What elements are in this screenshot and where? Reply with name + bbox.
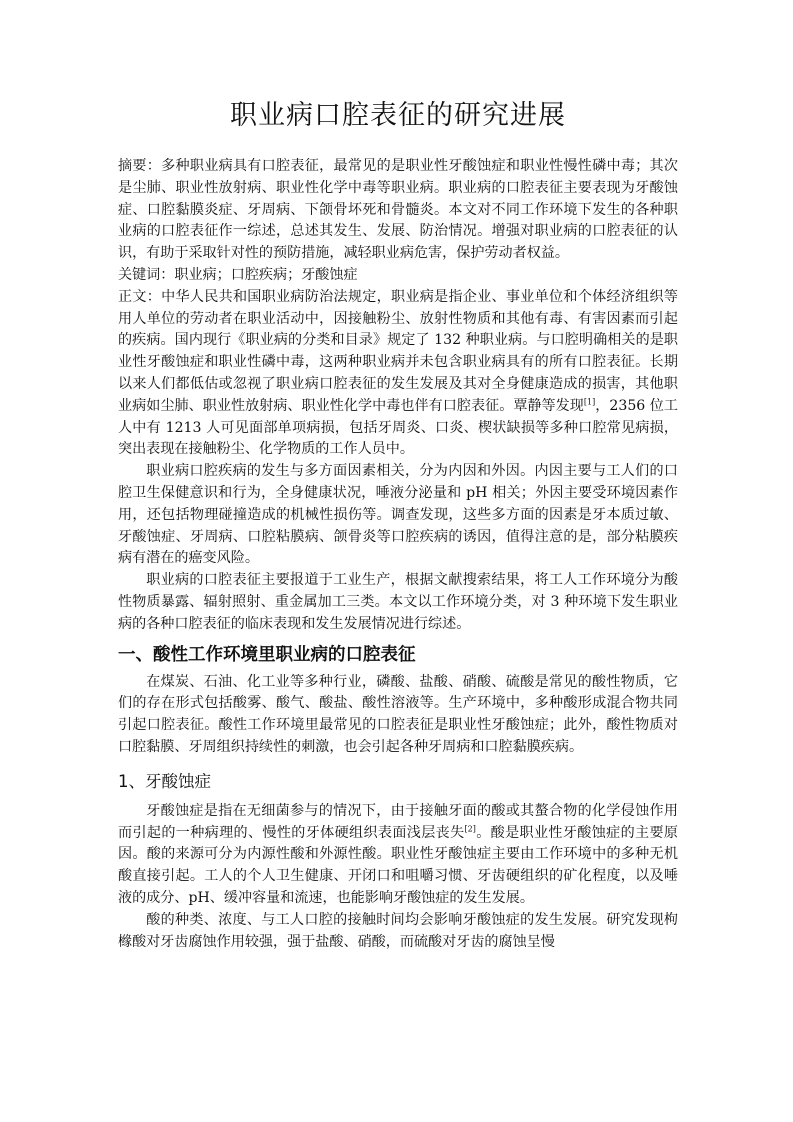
subsection-1-paragraph-1	[118, 801, 678, 910]
body-paragraph-2: 职业病口腔疾病的发生与多方面因素相关，分为内因和外因。内因主要与工人们的口腔卫生保健意识和行为，全身健康状况，唾液分泌量和 pH 相关；外因主要受环境因素作用，还包括物理碰撞造成的机械性损伤等。调查发现，这些多方面的因素是牙本质过敏、牙酸蚀症、牙周病、口腔粘膜病、颌骨炎等口腔疾病的诱因，值得注意的是，部分粘膜疾病有潜在的癌变风险。	[118, 463, 678, 567]
paper-title: 职业病口腔表征的研究进展	[230, 100, 566, 131]
abstract-text: 多种职业病具有口腔表征，最常见的是职业性牙酸蚀症和职业性慢性磷中毒；其次是尘肺、职业性放射病、职业性化学中毒等职业病。职业病的口腔表征主要表现为牙酸蚀症、口腔黏膜炎症、牙周病、下颌骨坏死和骨髓炎。本文对不同工作环境下发生的各种职业病的口腔表征作一综述，总述其发生、发展、防治情况。增强对职业病的口腔表征的认识，有助于采取针对性的预防措施，减轻职业病危害，保护劳动者权益。	[118, 158, 679, 262]
abstract-paragraph	[118, 156, 678, 265]
section-1-heading: 一、酸性工作环境里职业病的口腔表征	[118, 644, 416, 665]
body-paragraph-1	[118, 287, 678, 461]
body-label: 正文：	[118, 288, 162, 305]
abstract-label: 摘要：	[118, 158, 162, 174]
keywords-paragraph	[118, 265, 678, 287]
subsection-1-heading: 1、牙酸蚀症	[118, 771, 211, 791]
citation-ref-1: [1]	[583, 397, 596, 407]
body-paragraph-1-text-b: ，2356 位工人中有 1213 人可见面部单项病损，包括牙周炎、口炎、楔状缺损等多种口腔常见病损，突出表现在接触粉尘、化学物质的工作人员中。	[118, 397, 678, 458]
citation-ref-2: [2]	[464, 823, 476, 833]
body-paragraph-1-text-a: 中华人民共和国职业病防治法规定，职业病是指企业、事业单位和个体经济组织等用人单位的劳动者在职业活动中，因接触粉尘、放射性物质和其他有毒、有害因素而引起的疾病。国内现行《职业病的分类和目录》规定了 132 种职业病。与口腔明确相关的是职业性牙酸蚀症和职业性磷中毒，这两种职业病并未包含职业病具有的所有口腔表征。长期以来人们都低估或忽视了职业病口腔表征的发生发展及其对全身健康造成的损害，其他职业病如尘肺、职业性放射病、职业性化学中毒也伴有口腔表征。覃静等发现	[118, 288, 679, 414]
section-1-paragraph: 在煤炭、石油、化工业等多种行业，磷酸、盐酸、硝酸、硫酸是常见的酸性物质，它们的存在形式包括酸雾、酸气、酸盐、酸性溶液等。生产环境中，多种酸形成混合物共同引起口腔表征。酸性工作环境里最常见的口腔表征是职业性牙酸蚀症；此外，酸性物质对口腔黏膜、牙周组织持续性的刺激，也会引起各种牙周病和口腔黏膜疾病。	[118, 673, 678, 755]
keywords-label: 关键词：	[118, 266, 175, 283]
document-page	[118, 96, 678, 953]
subsection-1-paragraph-1-text-a: 牙酸蚀症是指在无细菌参与的情况下，由于接触牙面的酸或其螯合物的化学侵蚀作用而引起的一种病理的、慢性的牙体硬组织表面浅层丧失	[118, 802, 678, 841]
subsection-1-paragraph-2: 酸的种类、浓度、与工人口腔的接触时间均会影响牙酸蚀症的发生发展。研究发现枸橼酸对牙齿腐蚀作用较强，强于盐酸、硝酸，而硫酸对牙齿的腐蚀呈慢	[118, 911, 678, 950]
keywords-text: 职业病；口腔疾病；牙酸蚀症	[174, 266, 358, 283]
subsection-1-paragraph-1-text-b: 。酸是职业性牙酸蚀症的主要原因。酸的来源可分为内源性酸和外源性酸。职业性牙酸蚀症主要由工作环境中的多种无机酸直接引起。工人的个人卫生健康、开闭口和咀嚼习惯、牙齿硬组织的矿化程度，以及唾液的成分、pH、缓冲容量和流速，也能影响牙酸蚀症的发生发展。	[118, 824, 679, 906]
body-paragraph-3: 职业病的口腔表征主要报道于工业生产，根据文献搜索结果，将工人工作环境分为酸性物质暴露、辐射照射、重金属加工三类。本文以工作环境分类，对 3 种环境下发生职业病的各种口腔表征的临床表现和发生发展情况进行综述。	[118, 572, 678, 632]
